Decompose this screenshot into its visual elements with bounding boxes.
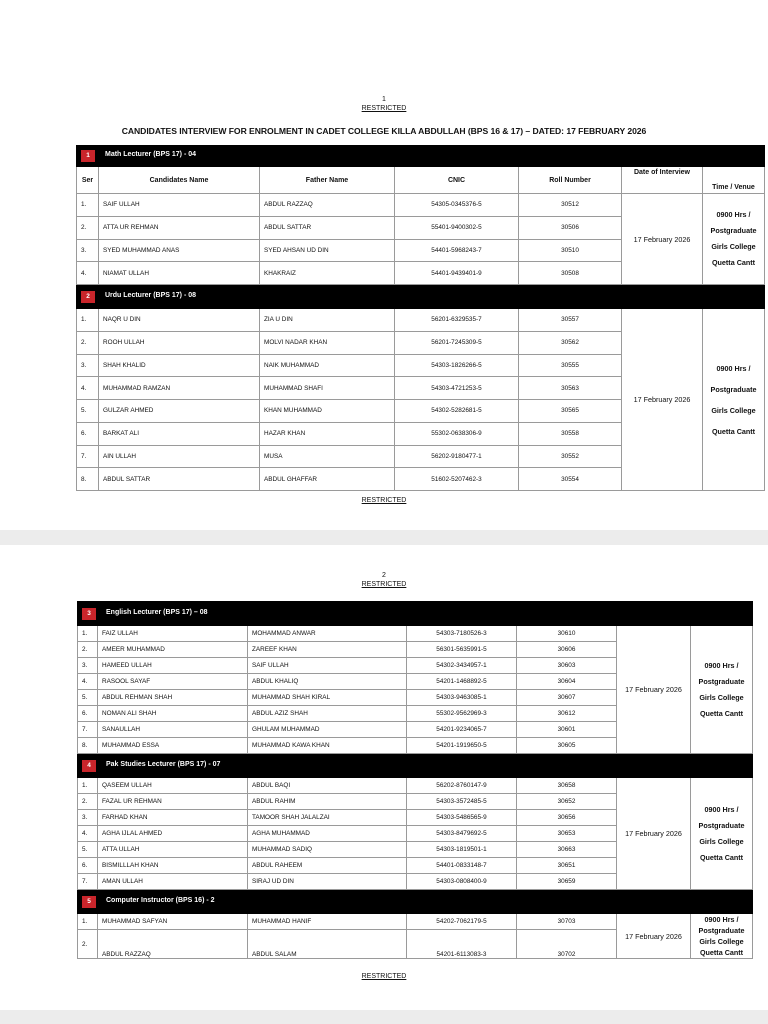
ser-cell: 4.	[77, 262, 99, 285]
venue-line: Postgraduate	[710, 384, 757, 394]
cnic-cell: 54401-9439401-9	[395, 262, 519, 285]
ser-cell: 4.	[77, 377, 99, 400]
father-name-cell: MUHAMMAD SHAH KIRAL	[248, 690, 407, 706]
roll-number-cell: 30563	[519, 377, 622, 400]
candidate-name-cell: NOMAN ALI SHAH	[98, 706, 248, 722]
candidate-name-cell: MUHAMMAD RAMZAN	[99, 377, 260, 400]
cnic-cell: 54302-5282681-5	[395, 400, 519, 423]
candidate-name-cell: ABDUL REHMAN SHAH	[98, 690, 248, 706]
candidate-name-cell: SHAH KHALID	[99, 354, 260, 377]
venue-cell	[691, 778, 753, 890]
ser-cell: 1.	[77, 194, 99, 217]
cnic-cell: 54201-1468892-5	[407, 674, 517, 690]
father-name-cell: ABDUL RAHEEM	[248, 858, 407, 874]
restricted-header: RESTRICTED	[361, 581, 407, 588]
candidate-name-cell: ATTA UR REHMAN	[99, 216, 260, 239]
candidate-name-cell: MUHAMMAD ESSA	[98, 738, 248, 754]
ser-cell: 3.	[77, 354, 99, 377]
table-row	[78, 914, 753, 930]
ser-cell: 6.	[77, 422, 99, 445]
section-number-badge: 2	[81, 291, 95, 303]
table-row	[78, 626, 753, 642]
father-name-cell: ABDUL SATTAR	[260, 216, 395, 239]
section-title: Urdu Lecturer (BPS 17) - 08	[105, 291, 197, 299]
candidate-name-cell: AMAN ULLAH	[98, 874, 248, 890]
roll-number-cell: 30554	[519, 468, 622, 491]
cnic-cell: 54401-5968243-7	[395, 239, 519, 262]
section-title: English Lecturer (BPS 17) – 08	[106, 608, 208, 616]
cnic-cell: 54303-8479692-5	[407, 826, 517, 842]
cnic-cell: 56202-9180477-1	[395, 445, 519, 468]
venue-line: Postgraduate	[710, 226, 757, 235]
candidate-name-cell: NAQR U DIN	[99, 309, 260, 332]
venue-line: 0900 Hrs /	[704, 804, 739, 814]
roll-number-cell: 30656	[517, 810, 617, 826]
cnic-cell: 56301-5635991-5	[407, 642, 517, 658]
cnic-cell: 54303-9463085-1	[407, 690, 517, 706]
ser-cell: 2.	[78, 930, 98, 959]
cnic-cell: 54401-0833148-7	[407, 858, 517, 874]
roll-number-cell: 30703	[517, 914, 617, 930]
father-name-cell: MOHAMMAD ANWAR	[248, 626, 407, 642]
candidate-name-cell: BISMILLLAH KHAN	[98, 858, 248, 874]
father-name-cell: ABDUL SALAM	[248, 930, 407, 959]
ser-cell: 3.	[77, 239, 99, 262]
restricted-footer: RESTRICTED	[361, 973, 407, 980]
roll-number-cell: 30610	[517, 626, 617, 642]
venue-cell	[703, 194, 765, 285]
section-number-badge: 4	[82, 760, 96, 772]
father-name-cell: MUSA	[260, 445, 395, 468]
ser-cell: 2.	[78, 794, 98, 810]
cnic-cell: 54201-1919650-5	[407, 738, 517, 754]
cnic-cell: 54303-1826266-5	[395, 354, 519, 377]
section-title: Computer Instructor (BPS 16) - 2	[106, 896, 215, 904]
venue-line: 0900 Hrs /	[704, 915, 739, 924]
ser-cell: 6.	[78, 858, 98, 874]
section-header-cell	[78, 890, 753, 914]
father-name-cell: ABDUL BAQI	[248, 778, 407, 794]
candidate-name-cell: SAIF ULLAH	[99, 194, 260, 217]
roll-number-cell: 30555	[519, 354, 622, 377]
section-number-badge: 5	[82, 896, 96, 908]
father-name-header: Father Name	[260, 167, 395, 194]
father-name-cell: ABDUL RAHIM	[248, 794, 407, 810]
cnic-cell: 54303-4721253-5	[395, 377, 519, 400]
page-number: 1	[382, 96, 386, 103]
cnic-cell: 56202-8760147-9	[407, 778, 517, 794]
cnic-cell: 54303-7180526-3	[407, 626, 517, 642]
ser-cell: 3.	[78, 658, 98, 674]
father-name-cell: ABDUL KHALIQ	[248, 674, 407, 690]
cnic-cell: 55302-9562969-3	[407, 706, 517, 722]
cnic-cell: 54303-5486565-9	[407, 810, 517, 826]
roll-number-cell: 30565	[519, 400, 622, 423]
section-number-badge: 3	[82, 608, 96, 620]
document-page-2	[0, 545, 768, 1010]
ser-cell: 4.	[78, 674, 98, 690]
interview-date-cell: 17 February 2026	[622, 309, 703, 491]
ser-cell: 3.	[78, 810, 98, 826]
venue-line: Postgraduate	[698, 820, 745, 830]
table-row	[78, 778, 753, 794]
candidate-name-cell: ABDUL RAZZAQ	[98, 930, 248, 959]
father-name-cell: MUHAMMAD KAWA KHAN	[248, 738, 407, 754]
table-row	[77, 194, 765, 217]
venue-line: 0900 Hrs /	[716, 363, 751, 373]
candidate-name-cell: FARHAD KHAN	[98, 810, 248, 826]
cnic-cell: 54305-0345376-5	[395, 194, 519, 217]
interview-table-2	[77, 601, 753, 959]
venue-line: Girls College	[699, 836, 744, 846]
page-number: 2	[382, 572, 386, 579]
cnic-cell: 54303-0808400-9	[407, 874, 517, 890]
section-header-row	[77, 146, 765, 167]
roll-number-cell: 30603	[517, 658, 617, 674]
roll-number-cell: 30663	[517, 842, 617, 858]
cnic-cell: 54201-9234065-7	[407, 722, 517, 738]
date-header: Date of Interview	[622, 167, 703, 194]
roll-number-cell: 30658	[517, 778, 617, 794]
ser-cell: 7.	[78, 874, 98, 890]
candidate-name-cell: ATTA ULLAH	[98, 842, 248, 858]
candidate-name-cell: AMEER MUHAMMAD	[98, 642, 248, 658]
cnic-cell: 55401-9400302-5	[395, 216, 519, 239]
candidate-name-cell: SANAULLAH	[98, 722, 248, 738]
document-title: CANDIDATES INTERVIEW FOR ENROLMENT IN CADET COLLEGE KILLA ABDULLAH (BPS 16 & 17) – DATED: 17 FEBRUARY 2026	[121, 126, 647, 136]
interview-table-1	[76, 145, 765, 491]
candidate-name-cell: SYED MUHAMMAD ANAS	[99, 239, 260, 262]
venue-line: Girls College	[711, 242, 756, 251]
venue-line: Girls College	[711, 405, 756, 415]
roll-number-header: Roll Number	[519, 167, 622, 194]
section-header-row	[78, 754, 753, 778]
ser-cell: 1.	[77, 309, 99, 332]
venue-cell	[691, 914, 753, 959]
ser-cell: 5.	[78, 690, 98, 706]
ser-cell: 1.	[78, 914, 98, 930]
ser-cell: 5.	[77, 400, 99, 423]
cnic-cell: 56201-6329535-7	[395, 309, 519, 332]
section-header-cell	[78, 754, 753, 778]
father-name-cell: NAIK MUHAMMAD	[260, 354, 395, 377]
venue-line: 0900 Hrs /	[716, 210, 751, 219]
father-name-cell: KHAKRAIZ	[260, 262, 395, 285]
roll-number-cell: 30562	[519, 331, 622, 354]
roll-number-cell: 30612	[517, 706, 617, 722]
father-name-cell: MUHAMMAD SHAFI	[260, 377, 395, 400]
venue-line: Girls College	[699, 692, 744, 702]
roll-number-cell: 30607	[517, 690, 617, 706]
ser-cell: 7.	[77, 445, 99, 468]
section-header-cell	[77, 285, 765, 309]
roll-number-cell: 30604	[517, 674, 617, 690]
cnic-cell: 54302-3434957-1	[407, 658, 517, 674]
roll-number-cell: 30558	[519, 422, 622, 445]
candidate-name-cell: BARKAT ALI	[99, 422, 260, 445]
venue-line: Postgraduate	[698, 926, 745, 935]
venue-cell	[691, 626, 753, 754]
father-name-cell: TAMOOR SHAH JALALZAI	[248, 810, 407, 826]
father-name-cell: ZAREEF KHAN	[248, 642, 407, 658]
cnic-cell: 54303-1819501-1	[407, 842, 517, 858]
candidate-name-cell: QASEEM ULLAH	[98, 778, 248, 794]
venue-line: Quetta Cantt	[711, 426, 756, 436]
ser-header: Ser	[77, 167, 99, 194]
roll-number-cell: 30606	[517, 642, 617, 658]
father-name-cell: KHAN MUHAMMAD	[260, 400, 395, 423]
ser-cell: 2.	[78, 642, 98, 658]
roll-number-cell: 30702	[517, 930, 617, 959]
candidate-name-cell: GULZAR AHMED	[99, 400, 260, 423]
venue-line: Quetta Cantt	[699, 948, 744, 957]
father-name-cell: ABDUL GHAFFAR	[260, 468, 395, 491]
roll-number-cell: 30651	[517, 858, 617, 874]
roll-number-cell: 30653	[517, 826, 617, 842]
ser-cell: 2.	[77, 331, 99, 354]
cnic-cell: 54202-7062179-5	[407, 914, 517, 930]
ser-cell: 2.	[77, 216, 99, 239]
father-name-cell: MOLVI NADAR KHAN	[260, 331, 395, 354]
cnic-cell: 51602-5207462-3	[395, 468, 519, 491]
father-name-cell: ZIA U DIN	[260, 309, 395, 332]
candidate-name-cell: NIAMAT ULLAH	[99, 262, 260, 285]
father-name-cell: ABDUL RAZZAQ	[260, 194, 395, 217]
cnic-header: CNIC	[395, 167, 519, 194]
father-name-cell: ABDUL AZIZ SHAH	[248, 706, 407, 722]
roll-number-cell: 30512	[519, 194, 622, 217]
ser-cell: 8.	[78, 738, 98, 754]
section-header-cell	[77, 146, 765, 167]
ser-cell: 7.	[78, 722, 98, 738]
restricted-footer: RESTRICTED	[361, 497, 407, 504]
section-header-row	[77, 285, 765, 309]
section-header-cell	[78, 602, 753, 626]
table-row	[77, 309, 765, 332]
venue-cell	[703, 309, 765, 491]
father-name-cell: MUHAMMAD HANIF	[248, 914, 407, 930]
venue-line: Quetta Cantt	[711, 258, 756, 267]
candidate-name-cell: HAMEED ULLAH	[98, 658, 248, 674]
roll-number-cell: 30605	[517, 738, 617, 754]
father-name-cell: AGHA MUHAMMAD	[248, 826, 407, 842]
cnic-cell: 54201-6113083-3	[407, 930, 517, 959]
candidate-name-cell: FAIZ ULLAH	[98, 626, 248, 642]
father-name-cell: HAZAR KHAN	[260, 422, 395, 445]
ser-cell: 5.	[78, 842, 98, 858]
roll-number-cell: 30506	[519, 216, 622, 239]
section-header-row	[78, 890, 753, 914]
cnic-cell: 56201-7245309-5	[395, 331, 519, 354]
interview-date-cell: 17 February 2026	[617, 914, 691, 959]
father-name-cell: SYED AHSAN UD DIN	[260, 239, 395, 262]
interview-date-cell: 17 February 2026	[617, 778, 691, 890]
candidate-name-cell: AGHA IJLAL AHMED	[98, 826, 248, 842]
roll-number-cell: 30552	[519, 445, 622, 468]
roll-number-cell: 30557	[519, 309, 622, 332]
section-title: Math Lecturer (BPS 17) - 04	[105, 151, 197, 158]
father-name-cell: SAIF ULLAH	[248, 658, 407, 674]
candidate-name-cell: AIN ULLAH	[99, 445, 260, 468]
ser-cell: 1.	[78, 626, 98, 642]
father-name-cell: SIRAJ UD DIN	[248, 874, 407, 890]
candidate-name-cell: RASOOL SAYAF	[98, 674, 248, 690]
candidate-name-cell: FAZAL UR REHMAN	[98, 794, 248, 810]
father-name-cell: GHULAM MUHAMMAD	[248, 722, 407, 738]
ser-cell: 1.	[78, 778, 98, 794]
venue-line: Girls College	[699, 937, 744, 946]
venue-line: Quetta Cantt	[699, 852, 744, 862]
ser-cell: 8.	[77, 468, 99, 491]
venue-line: Postgraduate	[698, 676, 745, 686]
roll-number-cell: 30510	[519, 239, 622, 262]
ser-cell: 4.	[78, 826, 98, 842]
table-header-row	[77, 167, 765, 194]
venue-line: Quetta Cantt	[699, 708, 744, 718]
roll-number-cell: 30508	[519, 262, 622, 285]
ser-cell: 6.	[78, 706, 98, 722]
roll-number-cell: 30659	[517, 874, 617, 890]
interview-date-cell: 17 February 2026	[617, 626, 691, 754]
venue-header: Time / Venue	[703, 167, 765, 194]
section-number-badge: 1	[81, 150, 95, 162]
section-header-row	[78, 602, 753, 626]
candidate-name-cell: ABDUL SATTAR	[99, 468, 260, 491]
venue-line: 0900 Hrs /	[704, 660, 739, 670]
section-title: Pak Studies Lecturer (BPS 17) - 07	[106, 760, 221, 768]
cnic-cell: 54303-3572485-5	[407, 794, 517, 810]
candidate-name-cell: ROOH ULLAH	[99, 331, 260, 354]
father-name-cell: MUHAMMAD SADIQ	[248, 842, 407, 858]
roll-number-cell: 30601	[517, 722, 617, 738]
candidate-name-header: Candidates Name	[99, 167, 260, 194]
candidate-name-cell: MUHAMMAD SAFYAN	[98, 914, 248, 930]
cnic-cell: 55302-0638306-9	[395, 422, 519, 445]
restricted-header: RESTRICTED	[361, 105, 407, 112]
roll-number-cell: 30652	[517, 794, 617, 810]
interview-date-cell: 17 February 2026	[622, 194, 703, 285]
